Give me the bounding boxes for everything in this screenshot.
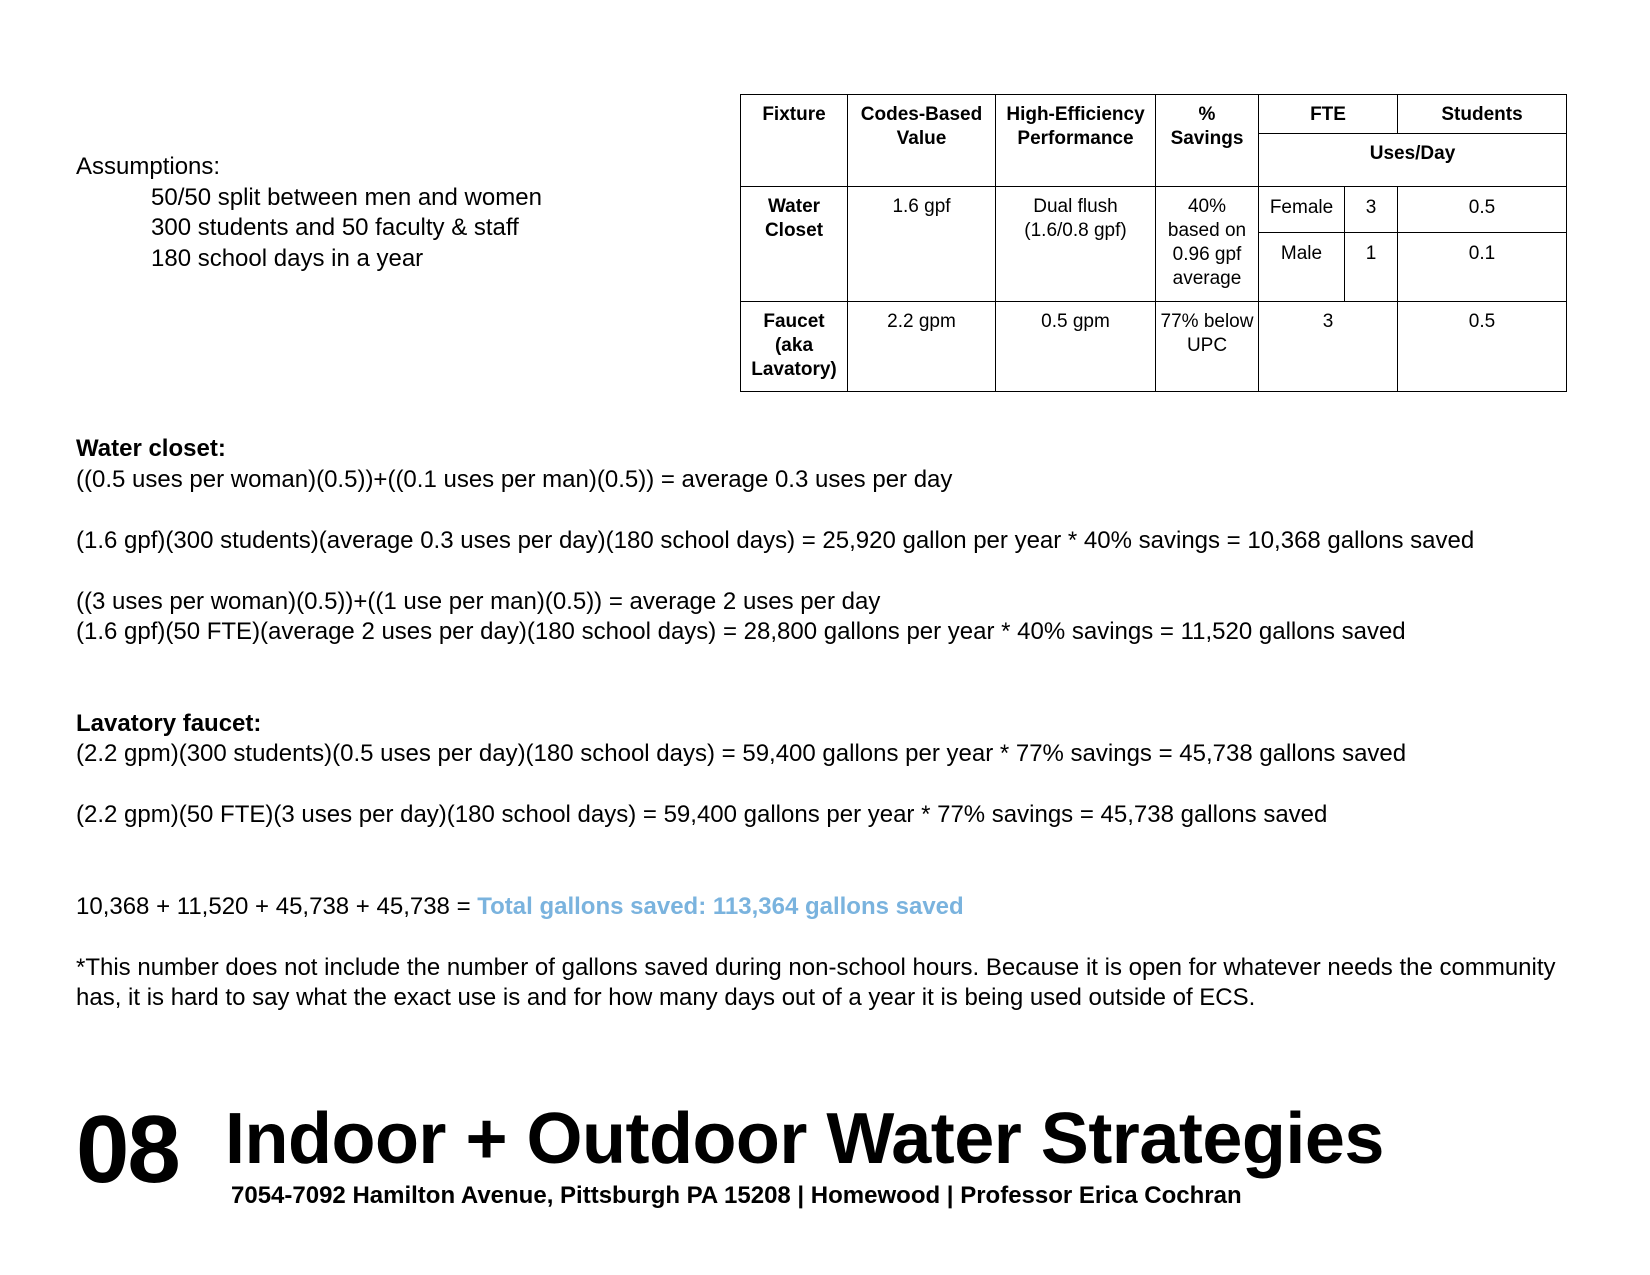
calc-line: (1.6 gpf)(300 students)(average 0.3 uses per day)(180 school days) = 25,920 gallon per year * 40% savings = 10,368 gallons saved	[76, 526, 1475, 554]
section-number: 08	[76, 1096, 179, 1203]
cell-male-label: Male	[1259, 233, 1345, 302]
calc-line: (1.6 gpf)(50 FTE)(average 2 uses per day)(180 school days) = 28,800 gallons per year * 40% savings = 11,520 gallons saved	[76, 618, 1406, 645]
cell-faucet-fte: 3	[1259, 302, 1398, 392]
table-header-row	[741, 95, 1567, 134]
total-sum: 10,368 + 11,520 + 45,738 + 45,738 =	[76, 892, 478, 920]
cell-female-fte: 3	[1345, 187, 1398, 233]
calc-line: (2.2 gpm)(50 FTE)(3 uses per day)(180 school days) = 59,400 gallons per year * 77% savings = 45,738 gallons saved	[76, 801, 1328, 828]
header-uses-day: Uses/Day	[1259, 134, 1567, 187]
calculations	[76, 434, 1576, 1014]
cell-faucet-he: 0.5 gpm	[996, 302, 1156, 392]
cell-water-closet: Water Closet	[741, 187, 848, 302]
cell-wc-he: Dual flush (1.6/0.8 gpf)	[996, 187, 1156, 302]
cell-wc-codes: 1.6 gpf	[848, 187, 996, 302]
cell-faucet-codes: 2.2 gpm	[848, 302, 996, 392]
cell-faucet-students: 0.5	[1398, 302, 1567, 392]
header-savings: % Savings	[1156, 95, 1259, 187]
assumption-item: 300 students and 50 faculty & staff	[151, 214, 519, 241]
fixture-table	[740, 94, 1567, 392]
assumption-item: 180 school days in a year	[151, 244, 424, 272]
table-row	[741, 187, 1567, 233]
footnote: *This number does not include the number of gallons saved during non-school hours. Because it is open for whatever needs the community has, it is hard to say what the exact use is and for how many days out of a year it is being used outside of ECS.	[76, 953, 1556, 1011]
header-high-efficiency: High-Efficiency Performance	[996, 95, 1156, 187]
header-students: Students	[1398, 95, 1567, 134]
calc-line: (2.2 gpm)(300 students)(0.5 uses per day)(180 school days) = 59,400 gallons per year * 77% savings = 45,738 gallons saved	[76, 740, 1407, 767]
total-line	[76, 892, 1576, 923]
calc-line: ((3 uses per woman)(0.5))+((1 use per man)(0.5)) = average 2 uses per day	[76, 587, 881, 615]
cell-female-label: Female	[1259, 187, 1345, 233]
cell-faucet: Faucet (aka Lavatory)	[741, 302, 848, 392]
header-codes-based: Codes-Based Value	[848, 95, 996, 187]
calc-line: ((0.5 uses per woman)(0.5))+((0.1 uses per man)(0.5)) = average 0.3 uses per day	[76, 465, 953, 493]
assumptions-block	[76, 152, 542, 274]
table-row	[741, 302, 1567, 392]
cell-male-students: 0.1	[1398, 233, 1567, 302]
cell-male-fte: 1	[1345, 233, 1398, 302]
water-closet-heading: Water closet:	[76, 435, 226, 462]
lavatory-heading: Lavatory faucet:	[76, 709, 262, 737]
assumption-item: 50/50 split between men and women	[151, 183, 542, 211]
header-fixture: Fixture	[741, 95, 848, 187]
cell-wc-savings: 40% based on 0.96 gpf average	[1156, 187, 1259, 302]
page-title: Indoor + Outdoor Water Strategies	[225, 1099, 1384, 1179]
cell-female-students: 0.5	[1398, 187, 1567, 233]
page-subtitle: 7054-7092 Hamilton Avenue, Pittsburgh PA 15208 | Homewood | Professor Erica Cochran	[231, 1182, 1242, 1209]
assumptions-heading: Assumptions:	[76, 153, 221, 180]
cell-faucet-savings: 77% below UPC	[1156, 302, 1259, 392]
total-result: Total gallons saved: 113,364 gallons saved	[477, 892, 964, 920]
header-fte: FTE	[1259, 95, 1398, 134]
